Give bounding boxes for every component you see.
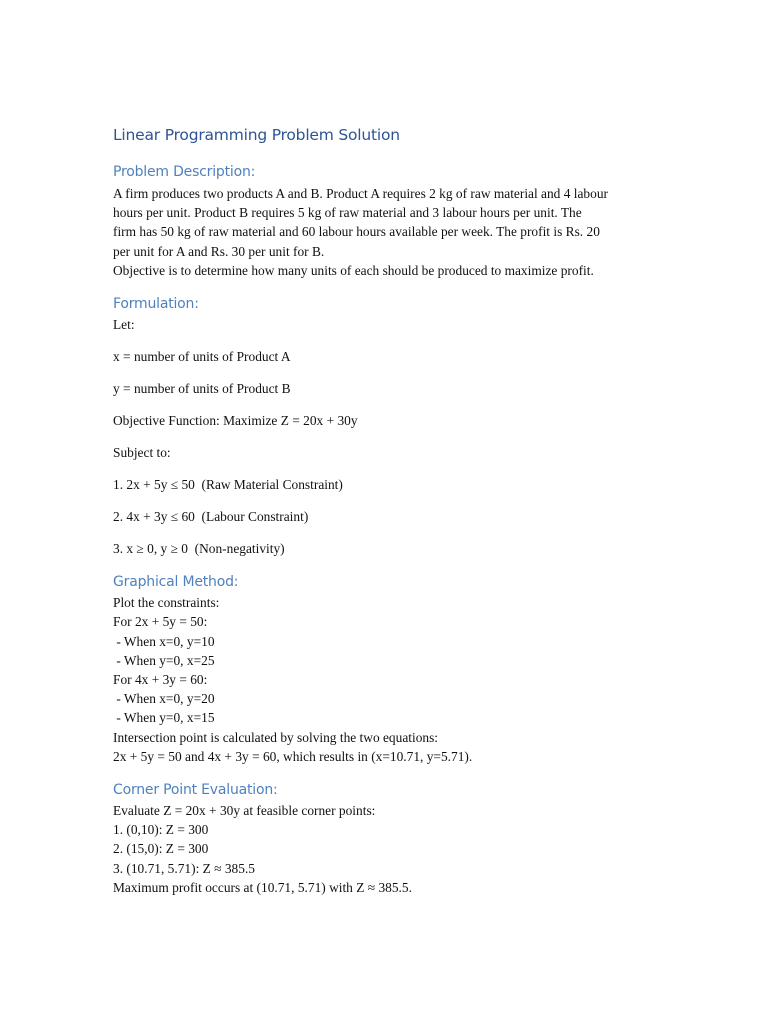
document-title: Linear Programming Problem Solution [113,126,400,144]
subject-to-label: Subject to: [113,445,171,461]
variable-x-definition: x = number of units of Product A [113,349,291,365]
problem-description-text [113,184,673,280]
problem-line: Objective is to determine how many units of each should be produced to maximize profit. [113,262,594,278]
constraint-non-negativity: 3. x ≥ 0, y ≥ 0 (Non-negativity) [113,541,285,557]
objective-function: Objective Function: Maximize Z = 20x + 30y [113,413,358,429]
problem-line: firm has 50 kg of raw material and 60 labour hours available per week. The profit is Rs. 20 [113,224,600,240]
corner-point-heading: Corner Point Evaluation: [113,782,278,799]
formulation-let: Let: [113,317,135,333]
graphical-line: - When y=0, x=25 [113,652,215,668]
document-page [113,124,673,897]
corner-point-section [113,801,673,897]
graphical-line: Plot the constraints: [113,595,220,611]
corner-line: Evaluate Z = 20x + 30y at feasible corner points: [113,803,376,819]
graphical-method-section [113,593,673,766]
graphical-line: For 4x + 3y = 60: [113,672,208,688]
corner-line: 1. (0,10): Z = 300 [113,822,209,838]
graphical-line: - When x=0, y=20 [113,691,215,707]
problem-line: hours per unit. Product B requires 5 kg of raw material and 3 labour hours per unit. The [113,205,582,221]
graphical-method-heading: Graphical Method: [113,574,239,591]
constraint-labour: 2. 4x + 3y ≤ 60 (Labour Constraint) [113,509,309,525]
formulation-heading: Formulation: [113,296,199,313]
constraint-raw-material: 1. 2x + 5y ≤ 50 (Raw Material Constraint) [113,477,343,493]
problem-line: per unit for A and Rs. 30 per unit for B. [113,243,325,259]
graphical-line: - When x=0, y=10 [113,633,215,649]
corner-line: 3. (10.71, 5.71): Z ≈ 385.5 [113,860,255,876]
graphical-line: Intersection point is calculated by solving the two equations: [113,729,439,745]
problem-line: A firm produces two products A and B. Product A requires 2 kg of raw material and 4 labour [113,186,608,201]
graphical-line: - When y=0, x=15 [113,710,215,726]
formulation-section [113,315,673,558]
variable-y-definition: y = number of units of Product B [113,381,291,397]
corner-line: Maximum profit occurs at (10.71, 5.71) with Z ≈ 385.5. [113,879,412,895]
problem-description-heading: Problem Description: [113,164,256,180]
graphical-line: 2x + 5y = 50 and 4x + 3y = 60, which results in (x=10.71, y=5.71). [113,748,473,764]
graphical-line: For 2x + 5y = 50: [113,614,208,630]
corner-line: 2. (15,0): Z = 300 [113,841,209,857]
